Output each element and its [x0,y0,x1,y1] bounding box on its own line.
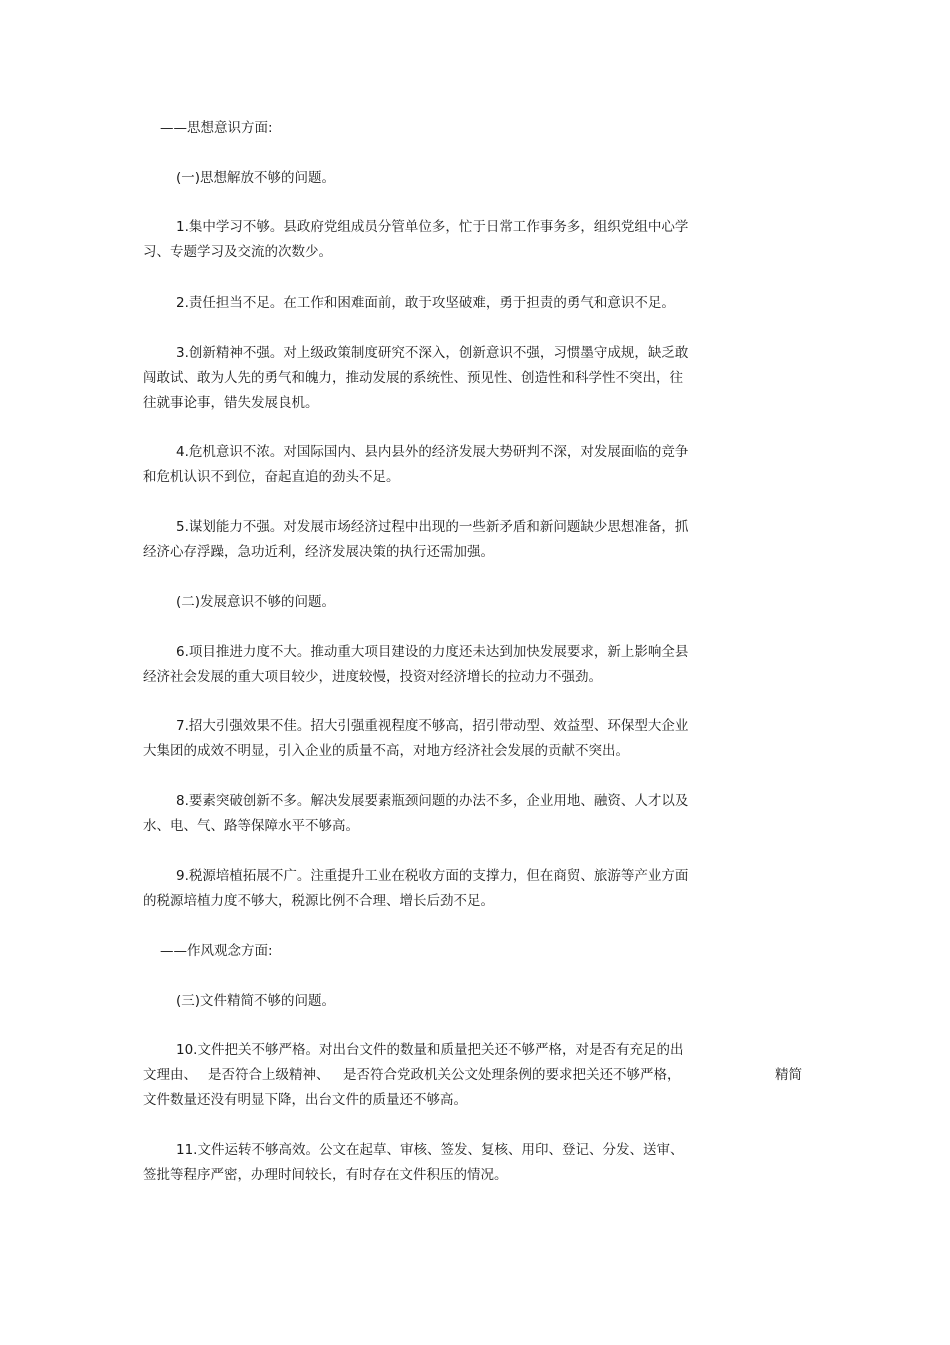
paragraph-line: 和危机认识不到位，奋起直追的劲头不足。 [143,469,400,485]
paragraph-line: 大集团的成效不明显，引入企业的质量不高，对地方经济社会发展的贡献不突出。 [143,743,629,759]
paragraph-line: 6.项目推进力度不大。推动重大项目建设的力度还未达到加快发展要求，新上影响全县 [176,644,689,660]
paragraph-8 [143,789,743,839]
paragraph-line: 文件数量还没有明显下降，出台文件的质量还不够高。 [143,1092,467,1108]
paragraph-line: 2.责任担当不足。在工作和困难面前，敢于攻坚破难，勇于担责的勇气和意识不足。 [176,295,675,311]
paragraph-line: 经济心存浮躁，急功近利，经济发展决策的执行还需加强。 [143,544,494,560]
section-heading-text: ——作风观念方面: [160,943,273,959]
paragraph-6 [143,640,743,690]
paragraph-7 [143,714,743,764]
paragraph-line: 7.招大引强效果不佳。招大引强重视程度不够高，招引带动型、效益型、环保型大企业 [176,718,689,734]
paragraph-segment: 文理由、 [143,1067,197,1083]
subsection-heading-2 [143,590,743,615]
subsection-heading-text: (二)发展意识不够的问题。 [176,594,336,610]
subsection-heading-text: (三)文件精简不够的问题。 [176,993,336,1009]
paragraph-2 [143,291,743,316]
section-heading-style [143,939,743,964]
paragraph-line: 10.文件把关不够严格。对出台文件的数量和质量把关还不够严格，对是否有充足的出 [176,1042,684,1058]
subsection-heading-text: (一)思想解放不够的问题。 [176,170,336,186]
subsection-heading-1 [143,166,743,191]
paragraph-11 [143,1138,743,1188]
paragraph-segment: 是否符合上级精神、 [208,1067,330,1083]
paragraph-line: 5.谋划能力不强。对发展市场经济过程中出现的一些新矛盾和新问题缺少思想准备，抓 [176,519,689,535]
paragraph-line: 11.文件运转不够高效。公文在起草、审核、签发、复核、用印、登记、分发、送审、 [176,1142,684,1158]
paragraph-line: 4.危机意识不浓。对国际国内、县内县外的经济发展大势研判不深，对发展面临的竞争 [176,444,689,460]
paragraph-3 [143,341,743,416]
paragraph-10 [143,1038,823,1113]
paragraph-line: 经济社会发展的重大项目较少，进度较慢，投资对经济增长的拉动力不强劲。 [143,669,602,685]
paragraph-4 [143,440,743,490]
paragraph-line: 8.要素突破创新不多。解决发展要素瓶颈问题的办法不多，企业用地、融资、人才以及 [176,793,689,809]
subsection-heading-3 [143,989,743,1014]
paragraph-segment: 是否符合党政机关公文处理条例的要求把关还不够严格， [343,1067,681,1083]
paragraph-segment: 精简 [775,1067,802,1083]
paragraph-line: 1.集中学习不够。县政府党组成员分管单位多，忙于日常工作事务多，组织党组中心学 [176,219,689,235]
paragraph-line-split [143,1063,823,1088]
paragraph-line: 3.创新精神不强。对上级政策制度研究不深入，创新意识不强，习惯墨守成规，缺乏敢 [176,345,689,361]
paragraph-line: 水、电、气、路等保障水平不够高。 [143,818,359,834]
section-heading-ideology [143,116,743,141]
paragraph-9 [143,864,743,914]
paragraph-line: 闯敢试、敢为人先的勇气和魄力，推动发展的系统性、预见性、创造性和科学性不突出，往 [143,370,683,386]
paragraph-1 [143,215,743,265]
paragraph-line: 习、专题学习及交流的次数少。 [143,244,332,260]
paragraph-line: 签批等程序严密，办理时间较长，有时存在文件积压的情况。 [143,1167,508,1183]
paragraph-line: 9.税源培植拓展不广。注重提升工业在税收方面的支撑力，但在商贸、旅游等产业方面 [176,868,689,884]
paragraph-line: 的税源培植力度不够大，税源比例不合理、增长后劲不足。 [143,893,494,909]
paragraph-5 [143,515,743,565]
paragraph-line: 往就事论事，错失发展良机。 [143,395,319,411]
section-heading-text: ——思想意识方面: [160,120,273,136]
